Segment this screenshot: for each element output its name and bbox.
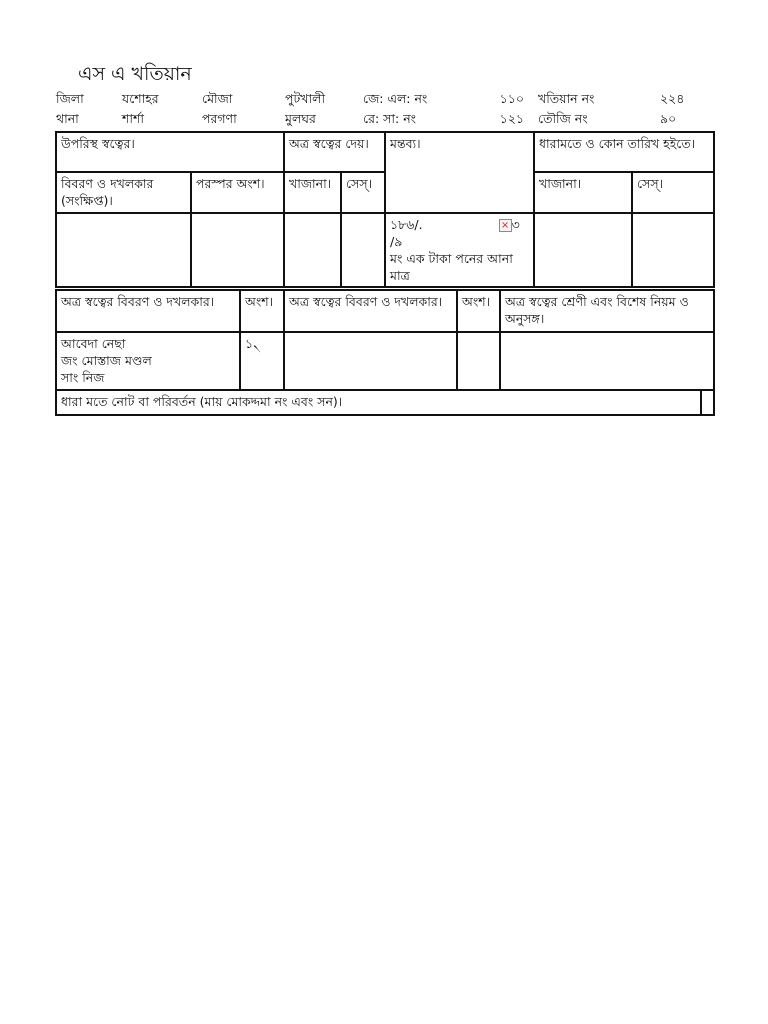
broken-image-icon: × (499, 219, 512, 232)
owner-cell (56, 332, 240, 390)
thana-label: থানা (56, 111, 79, 126)
section-date-header: ধারামতে ও কোন তারিখ হইতে। (534, 132, 714, 172)
cess-cell-right (632, 213, 714, 287)
khatian-meta-table (56, 91, 712, 131)
touzi-number-value: ৯০ (660, 111, 677, 126)
remarks-cell (385, 213, 534, 287)
jl-number-value: ১১০ (499, 91, 524, 106)
meta-row-thana (56, 111, 712, 131)
remarks-header: মন্তব্য। (385, 132, 534, 213)
document-title: এস এ খতিয়ান (78, 63, 192, 85)
district-value: যশোহর (122, 91, 159, 106)
mouza-value: পুটখালী (285, 91, 326, 106)
mutual-share-cell (191, 213, 284, 287)
upper-tenure-table (55, 131, 715, 288)
remark-words: মং এক টাকা পনের আনা মাত্র (390, 251, 513, 283)
jl-number-label: জে: এল: নং (363, 91, 428, 106)
rent-cell (284, 213, 341, 287)
owner-share-cell: ১৲ (240, 332, 284, 390)
rs-number-value: ১২১ (499, 111, 524, 126)
tenure-class-header: অত্র স্বত্বের শ্রেণী এবং বিশেষ নিয়ম ও অনুসঙ্গ। (500, 290, 714, 332)
thana-value: শার্শা (122, 111, 145, 126)
khatian-number-value: ২২৪ (660, 91, 685, 106)
district-label: জিলা (56, 91, 84, 106)
owner-address: সাং নিজ (61, 370, 105, 385)
pargana-value: মুলঘর (285, 111, 316, 126)
rs-number-label: রে: সা: নং (363, 111, 417, 126)
tenure-description-header: অত্র স্বত্বের বিবরণ ও দখলকার। (56, 290, 240, 332)
upper-tenure-header: উপরিস্থ স্বত্বের। (56, 132, 284, 172)
touzi-number-label: তৌজি নং (538, 111, 588, 126)
owner-father: জং মোস্তাজ মণ্ডল (61, 353, 152, 368)
mutual-share-header: পরস্পর অংশ। (191, 172, 284, 213)
meta-row-district (56, 91, 712, 111)
share-header-2: অংশ। (457, 290, 500, 332)
section-notes-header: ধারা মতে নোট বা পরিবর্তন (মায় মোকদ্দমা নং এবং সন)। (56, 390, 701, 415)
notes-end-cell (701, 390, 714, 415)
rent-header: খাজানা। (284, 172, 341, 213)
description-cell (56, 213, 191, 287)
rent-header-right: খাজানা। (534, 172, 632, 213)
khatian-number-label: খতিয়ান নং (538, 91, 595, 106)
cess-header: সেস্। (341, 172, 385, 213)
notes-table (55, 389, 715, 416)
mouza-label: মৌজা (202, 91, 233, 106)
cess-header-right: সেস্। (632, 172, 714, 213)
remark-amount-suffix: ৩ (511, 217, 520, 232)
share-header: অংশ। (240, 290, 284, 332)
description-header: বিবরণ ও দখলকার (সংক্ষিপ্ত)। (56, 172, 191, 213)
cess-cell (341, 213, 385, 287)
tenure-description-header-2: অত্র স্বত্বের বিবরণ ও দখলকার। (284, 290, 457, 332)
tenure-due-header: অত্র স্বত্বের দেয়। (284, 132, 385, 172)
rent-cell-right (534, 213, 632, 287)
remark-amount-line (390, 216, 529, 233)
pargana-label: পরগণা (202, 111, 237, 126)
remark-amount: ১৮৬/. (390, 217, 423, 232)
owner-name: আবেদা নেছা (61, 336, 126, 351)
tenure-owner-table (55, 289, 715, 391)
share-cell-2 (457, 332, 500, 390)
tenure-class-cell (500, 332, 714, 390)
remark-fraction: /৯ (390, 234, 403, 249)
tenure-description-cell-2 (284, 332, 457, 390)
